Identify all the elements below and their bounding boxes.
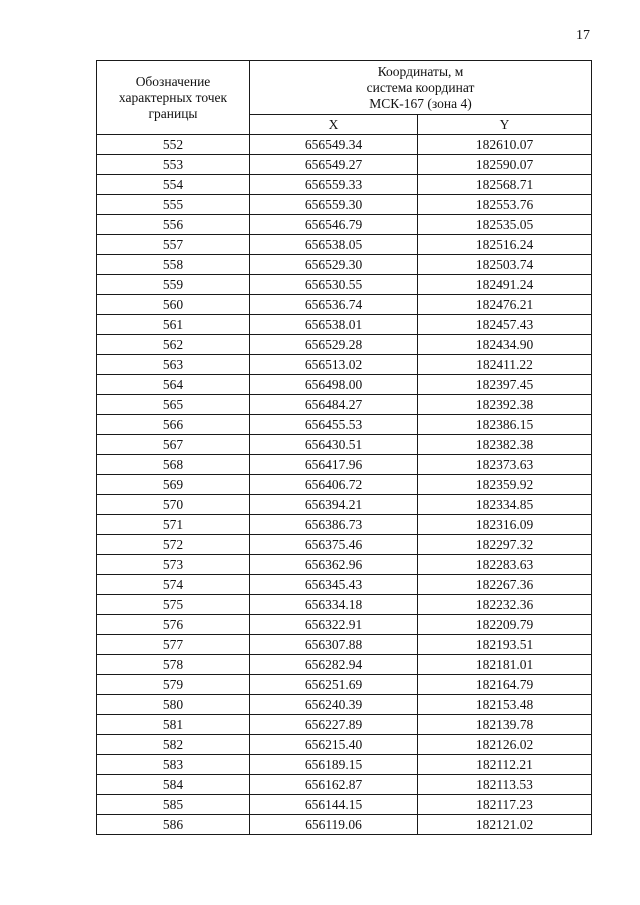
x-coordinate-cell: 656529.30 xyxy=(250,255,418,275)
point-id-cell: 562 xyxy=(97,335,250,355)
x-coordinate-cell: 656430.51 xyxy=(250,435,418,455)
x-coordinate-cell: 656307.88 xyxy=(250,635,418,655)
y-coordinate-cell: 182397.45 xyxy=(418,375,592,395)
x-coordinate-cell: 656455.53 xyxy=(250,415,418,435)
table-row xyxy=(97,315,592,335)
x-coordinate-cell: 656240.39 xyxy=(250,695,418,715)
y-coordinate-cell: 182535.05 xyxy=(418,215,592,235)
point-id-cell: 557 xyxy=(97,235,250,255)
y-coordinate-cell: 182553.76 xyxy=(418,195,592,215)
point-id-cell: 561 xyxy=(97,315,250,335)
x-coordinate-cell: 656513.02 xyxy=(250,355,418,375)
x-coordinate-cell: 656549.27 xyxy=(250,155,418,175)
point-id-cell: 559 xyxy=(97,275,250,295)
x-coordinate-cell: 656189.15 xyxy=(250,755,418,775)
page-number: 17 xyxy=(576,28,590,43)
point-id-cell: 583 xyxy=(97,755,250,775)
y-coordinate-cell: 182126.02 xyxy=(418,735,592,755)
x-coordinate-cell: 656119.06 xyxy=(250,815,418,835)
table-row xyxy=(97,135,592,155)
y-coordinate-cell: 182476.21 xyxy=(418,295,592,315)
point-id-cell: 582 xyxy=(97,735,250,755)
x-coordinate-cell: 656282.94 xyxy=(250,655,418,675)
x-coordinate-cell: 656334.18 xyxy=(250,595,418,615)
point-id-cell: 553 xyxy=(97,155,250,175)
y-coordinate-cell: 182193.51 xyxy=(418,635,592,655)
table-row xyxy=(97,335,592,355)
table-row xyxy=(97,715,592,735)
point-id-cell: 552 xyxy=(97,135,250,155)
table-row xyxy=(97,175,592,195)
point-id-cell: 586 xyxy=(97,815,250,835)
x-coordinate-cell: 656529.28 xyxy=(250,335,418,355)
y-coordinate-cell: 182209.79 xyxy=(418,615,592,635)
point-id-cell: 577 xyxy=(97,635,250,655)
point-id-cell: 570 xyxy=(97,495,250,515)
table-row xyxy=(97,795,592,815)
y-coordinate-cell: 182334.85 xyxy=(418,495,592,515)
table-row xyxy=(97,675,592,695)
y-coordinate-cell: 182434.90 xyxy=(418,335,592,355)
x-coordinate-cell: 656530.55 xyxy=(250,275,418,295)
table-row xyxy=(97,695,592,715)
table-body xyxy=(97,135,592,835)
table-row xyxy=(97,755,592,775)
y-coordinate-cell: 182457.43 xyxy=(418,315,592,335)
point-id-cell: 576 xyxy=(97,615,250,635)
table-row xyxy=(97,535,592,555)
x-coordinate-cell: 656375.46 xyxy=(250,535,418,555)
y-column-header: Y xyxy=(418,115,592,135)
table-row xyxy=(97,555,592,575)
y-coordinate-cell: 182139.78 xyxy=(418,715,592,735)
coordinates-group-header xyxy=(250,61,592,115)
x-coordinate-cell: 656536.74 xyxy=(250,295,418,315)
y-coordinate-cell: 182516.24 xyxy=(418,235,592,255)
x-coordinate-cell: 656227.89 xyxy=(250,715,418,735)
x-coordinate-cell: 656538.01 xyxy=(250,315,418,335)
point-id-cell: 581 xyxy=(97,715,250,735)
y-coordinate-cell: 182283.63 xyxy=(418,555,592,575)
point-id-cell: 555 xyxy=(97,195,250,215)
y-coordinate-cell: 182316.09 xyxy=(418,515,592,535)
y-coordinate-cell: 182113.53 xyxy=(418,775,592,795)
x-coordinate-cell: 656394.21 xyxy=(250,495,418,515)
table-row xyxy=(97,275,592,295)
y-coordinate-cell: 182153.48 xyxy=(418,695,592,715)
table-row xyxy=(97,415,592,435)
point-id-cell: 566 xyxy=(97,415,250,435)
point-id-cell: 568 xyxy=(97,455,250,475)
table-row xyxy=(97,595,592,615)
table-row xyxy=(97,215,592,235)
x-coordinate-cell: 656538.05 xyxy=(250,235,418,255)
x-coordinate-cell: 656417.96 xyxy=(250,455,418,475)
y-coordinate-cell: 182392.38 xyxy=(418,395,592,415)
table-row xyxy=(97,775,592,795)
table-row xyxy=(97,255,592,275)
x-coordinate-cell: 656322.91 xyxy=(250,615,418,635)
point-id-cell: 584 xyxy=(97,775,250,795)
x-coordinate-cell: 656144.15 xyxy=(250,795,418,815)
table-row xyxy=(97,235,592,255)
table-row xyxy=(97,495,592,515)
y-coordinate-cell: 182610.07 xyxy=(418,135,592,155)
table-row xyxy=(97,475,592,495)
table-row xyxy=(97,455,592,475)
points-header-line-1: Обозначение xyxy=(135,73,211,89)
x-coordinate-cell: 656498.00 xyxy=(250,375,418,395)
table-row xyxy=(97,735,592,755)
x-coordinate-cell: 656215.40 xyxy=(250,735,418,755)
x-coordinate-cell: 656546.79 xyxy=(250,215,418,235)
y-coordinate-cell: 182112.21 xyxy=(418,755,592,775)
y-coordinate-cell: 182164.79 xyxy=(418,675,592,695)
point-id-cell: 573 xyxy=(97,555,250,575)
y-coordinate-cell: 182411.22 xyxy=(418,355,592,375)
point-id-cell: 563 xyxy=(97,355,250,375)
y-coordinate-cell: 182117.23 xyxy=(418,795,592,815)
x-coordinate-cell: 656484.27 xyxy=(250,395,418,415)
point-id-cell: 556 xyxy=(97,215,250,235)
y-coordinate-cell: 182491.24 xyxy=(418,275,592,295)
coords-header-line-2: система координат xyxy=(366,79,475,95)
x-coordinate-cell: 656559.30 xyxy=(250,195,418,215)
x-coordinate-cell: 656251.69 xyxy=(250,675,418,695)
y-coordinate-cell: 182267.36 xyxy=(418,575,592,595)
y-coordinate-cell: 182503.74 xyxy=(418,255,592,275)
table-header xyxy=(97,61,592,135)
point-id-cell: 580 xyxy=(97,695,250,715)
coords-header-line-1: Координаты, м xyxy=(377,63,464,79)
table-row xyxy=(97,195,592,215)
table-row xyxy=(97,815,592,835)
x-coordinate-cell: 656549.34 xyxy=(250,135,418,155)
points-column-header xyxy=(97,61,250,135)
point-id-cell: 571 xyxy=(97,515,250,535)
y-coordinate-cell: 182382.38 xyxy=(418,435,592,455)
point-id-cell: 560 xyxy=(97,295,250,315)
point-id-cell: 579 xyxy=(97,675,250,695)
x-coordinate-cell: 656345.43 xyxy=(250,575,418,595)
table-row xyxy=(97,635,592,655)
table-row xyxy=(97,395,592,415)
y-coordinate-cell: 182568.71 xyxy=(418,175,592,195)
y-coordinate-cell: 182386.15 xyxy=(418,415,592,435)
table-row xyxy=(97,515,592,535)
points-header-line-3: границы xyxy=(148,105,198,121)
point-id-cell: 564 xyxy=(97,375,250,395)
points-header-line-2: характерных точек xyxy=(118,89,228,105)
y-coordinate-cell: 182373.63 xyxy=(418,455,592,475)
point-id-cell: 585 xyxy=(97,795,250,815)
x-coordinate-cell: 656362.96 xyxy=(250,555,418,575)
point-id-cell: 575 xyxy=(97,595,250,615)
table-row xyxy=(97,355,592,375)
y-coordinate-cell: 182590.07 xyxy=(418,155,592,175)
point-id-cell: 578 xyxy=(97,655,250,675)
y-coordinate-cell: 182297.32 xyxy=(418,535,592,555)
coords-header-line-3: МСК-167 (зона 4) xyxy=(369,95,472,111)
point-id-cell: 572 xyxy=(97,535,250,555)
coordinates-table xyxy=(96,60,592,835)
x-coordinate-cell: 656559.33 xyxy=(250,175,418,195)
point-id-cell: 554 xyxy=(97,175,250,195)
y-coordinate-cell: 182232.36 xyxy=(418,595,592,615)
y-coordinate-cell: 182181.01 xyxy=(418,655,592,675)
x-coordinate-cell: 656406.72 xyxy=(250,475,418,495)
table-row xyxy=(97,615,592,635)
x-coordinate-cell: 656386.73 xyxy=(250,515,418,535)
x-coordinate-cell: 656162.87 xyxy=(250,775,418,795)
y-coordinate-cell: 182359.92 xyxy=(418,475,592,495)
point-id-cell: 574 xyxy=(97,575,250,595)
x-column-header: X xyxy=(250,115,418,135)
table-row xyxy=(97,655,592,675)
table-row xyxy=(97,575,592,595)
y-coordinate-cell: 182121.02 xyxy=(418,815,592,835)
point-id-cell: 558 xyxy=(97,255,250,275)
point-id-cell: 567 xyxy=(97,435,250,455)
table-row xyxy=(97,375,592,395)
table-row xyxy=(97,435,592,455)
point-id-cell: 565 xyxy=(97,395,250,415)
table-row xyxy=(97,295,592,315)
point-id-cell: 569 xyxy=(97,475,250,495)
table-row xyxy=(97,155,592,175)
